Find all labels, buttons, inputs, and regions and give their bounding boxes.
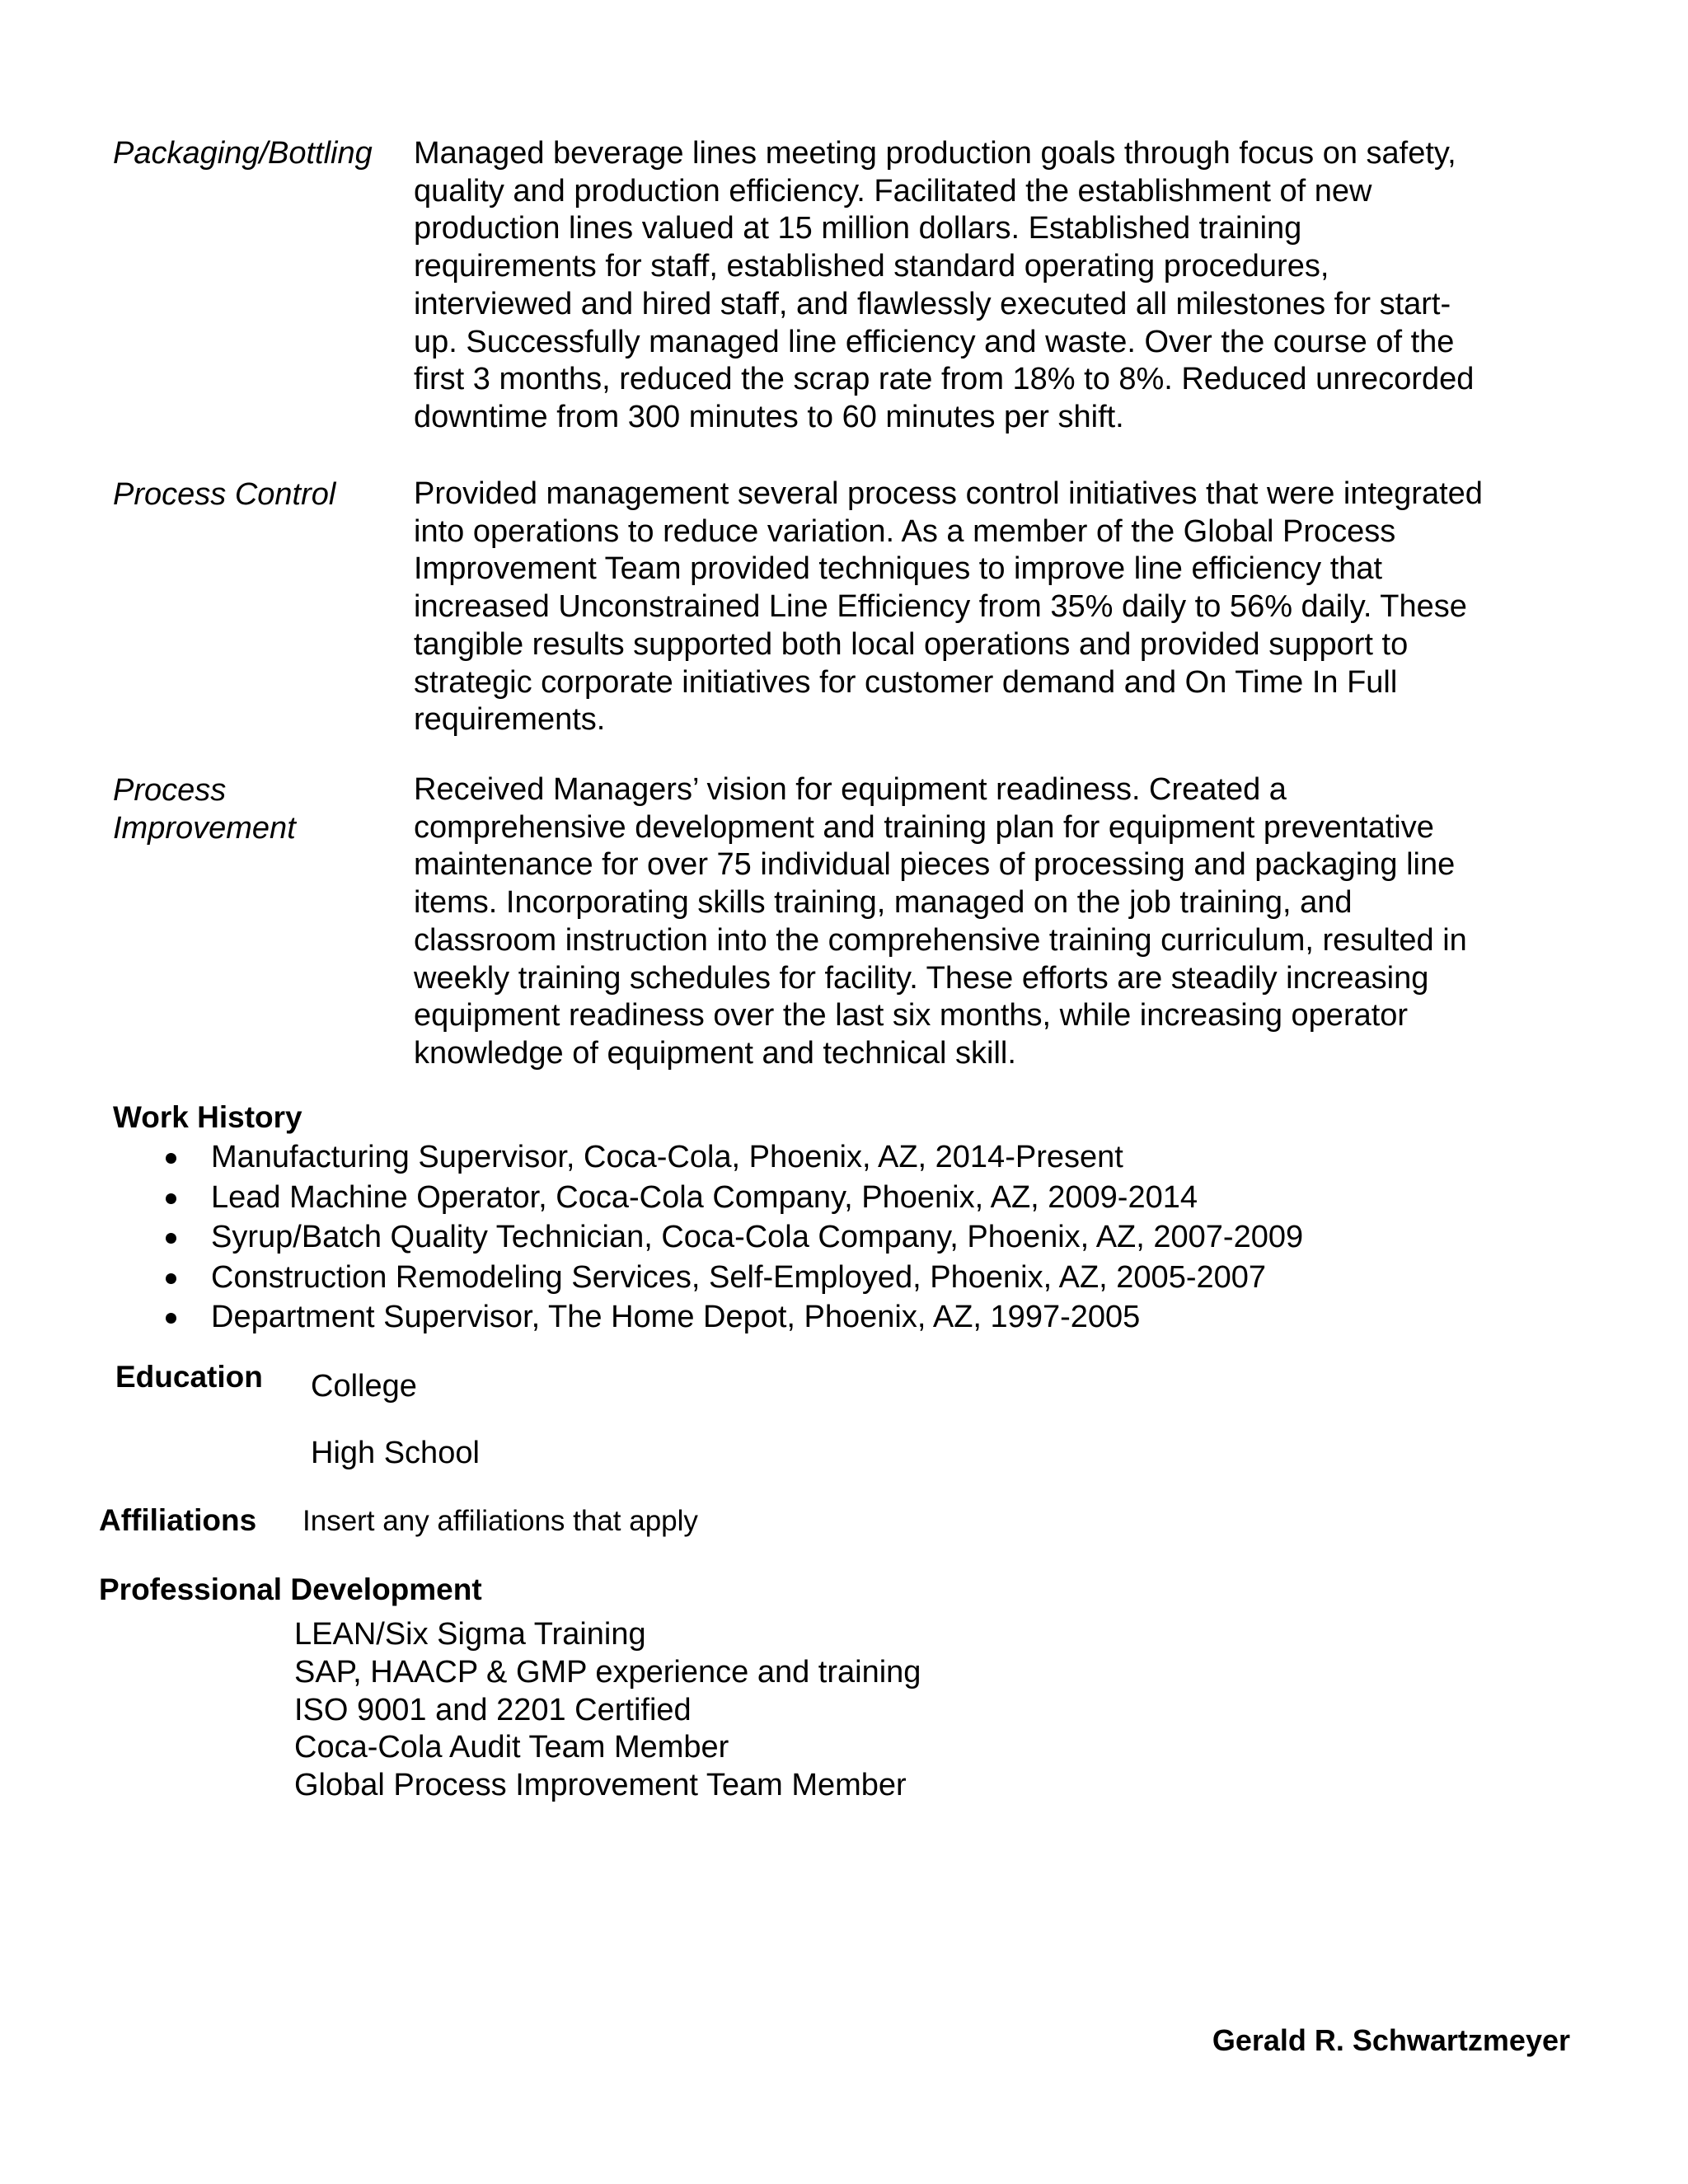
description-line: tangible results supported both local operations and provided support to bbox=[414, 626, 1409, 662]
description-line: weekly training schedules for facility. These efforts are steadily increasing bbox=[414, 960, 1429, 996]
professional-development-list bbox=[294, 1616, 921, 1805]
work-history-text: Manufacturing Supervisor, Coca-Cola, Phoenix, AZ, 2014-Present bbox=[211, 1140, 1123, 1174]
description-line: Received Managers’ vision for equipment readiness. Created a bbox=[414, 772, 1287, 807]
description-line: maintenance for over 75 individual pieces of processing and packaging line bbox=[414, 847, 1456, 883]
work-history-text: Department Supervisor, The Home Depot, Phoenix, AZ, 1997-2005 bbox=[211, 1300, 1141, 1334]
section-label-packaging-bottling: Packaging/Bottling bbox=[113, 136, 373, 171]
description-line: equipment readiness over the last six months, while increasing operator bbox=[414, 998, 1409, 1033]
description-line: knowledge of equipment and technical skill. bbox=[414, 1035, 1016, 1071]
education-item-college: College bbox=[311, 1369, 417, 1404]
professional-development-item: LEAN/Six Sigma Training bbox=[294, 1617, 646, 1652]
description-line: classroom instruction into the comprehensive training curriculum, resulted in bbox=[414, 922, 1467, 958]
description-line: into operations to reduce variation. As a member of the Global Process bbox=[414, 513, 1396, 549]
section-label-process-control: Process Control bbox=[113, 477, 336, 512]
description-line: production lines valued at 15 million dollars. Established training bbox=[414, 211, 1302, 246]
work-history-item bbox=[132, 1297, 1303, 1338]
description-line: strategic corporate initiatives for customer demand and On Time In Full bbox=[414, 664, 1398, 700]
section-label-line: Process bbox=[113, 773, 227, 808]
work-history-item bbox=[132, 1137, 1303, 1178]
section-description-process-improvement bbox=[414, 771, 1551, 1073]
bullet-icon bbox=[166, 1313, 176, 1324]
professional-development-item: ISO 9001 and 2201 Certified bbox=[294, 1692, 692, 1727]
section-description-packaging-bottling bbox=[414, 135, 1551, 437]
description-line: downtime from 300 minutes to 60 minutes per shift. bbox=[414, 399, 1124, 434]
work-history-item bbox=[132, 1178, 1303, 1218]
bullet-icon bbox=[166, 1153, 176, 1164]
bullet-icon bbox=[166, 1193, 176, 1204]
work-history-list bbox=[132, 1137, 1303, 1338]
description-line: Improvement Team provided techniques to improve line efficiency that bbox=[414, 551, 1383, 587]
description-line: requirements. bbox=[414, 702, 606, 738]
description-line: quality and production efficiency. Facilitated the establishment of new bbox=[414, 173, 1372, 209]
education-item-high-school: High School bbox=[311, 1436, 480, 1470]
bullet-icon bbox=[166, 1273, 176, 1284]
description-line: Provided management several process control initiatives that were integrated bbox=[414, 476, 1483, 511]
description-line: Managed beverage lines meeting production goals through focus on safety, bbox=[414, 136, 1456, 171]
professional-development-item: Coca-Cola Audit Team Member bbox=[294, 1730, 729, 1765]
affiliations-text: Insert any affiliations that apply bbox=[302, 1505, 698, 1537]
section-description-process-control bbox=[414, 476, 1551, 739]
section-label-process-improvement bbox=[113, 771, 296, 847]
work-history-item bbox=[132, 1258, 1303, 1298]
description-line: up. Successfully managed line efficiency and waste. Over the course of the bbox=[414, 324, 1455, 359]
description-line: items. Incorporating skills training, managed on the job training, and bbox=[414, 885, 1353, 921]
footer-name: Gerald R. Schwartzmeyer bbox=[1212, 2023, 1570, 2057]
work-history-text: Syrup/Batch Quality Technician, Coca-Cola Company, Phoenix, AZ, 2007-2009 bbox=[211, 1220, 1304, 1254]
professional-development-heading: Professional Development bbox=[99, 1572, 482, 1606]
education-heading: Education bbox=[115, 1360, 263, 1394]
section-label-line: Improvement bbox=[113, 811, 296, 846]
professional-development-item: SAP, HAACP & GMP experience and training bbox=[294, 1654, 921, 1690]
affiliations-heading: Affiliations bbox=[99, 1503, 257, 1537]
description-line: interviewed and hired staff, and flawlessly executed all milestones for start- bbox=[414, 286, 1451, 321]
description-line: first 3 months, reduced the scrap rate from 18% to 8%. Reduced unrecorded bbox=[414, 362, 1475, 397]
work-history-heading: Work History bbox=[113, 1100, 302, 1134]
description-line: increased Unconstrained Line Efficiency from 35% daily to 56% daily. These bbox=[414, 589, 1467, 625]
work-history-text: Lead Machine Operator, Coca-Cola Company, Phoenix, AZ, 2009-2014 bbox=[211, 1179, 1198, 1215]
work-history-text: Construction Remodeling Services, Self-Employed, Phoenix, AZ, 2005-2007 bbox=[211, 1259, 1267, 1295]
description-line: comprehensive development and training plan for equipment preventative bbox=[414, 809, 1434, 845]
professional-development-item: Global Process Improvement Team Member bbox=[294, 1768, 907, 1803]
description-line: requirements for staff, established standard operating procedures, bbox=[414, 249, 1329, 284]
work-history-item bbox=[132, 1217, 1303, 1258]
bullet-icon bbox=[166, 1233, 176, 1244]
